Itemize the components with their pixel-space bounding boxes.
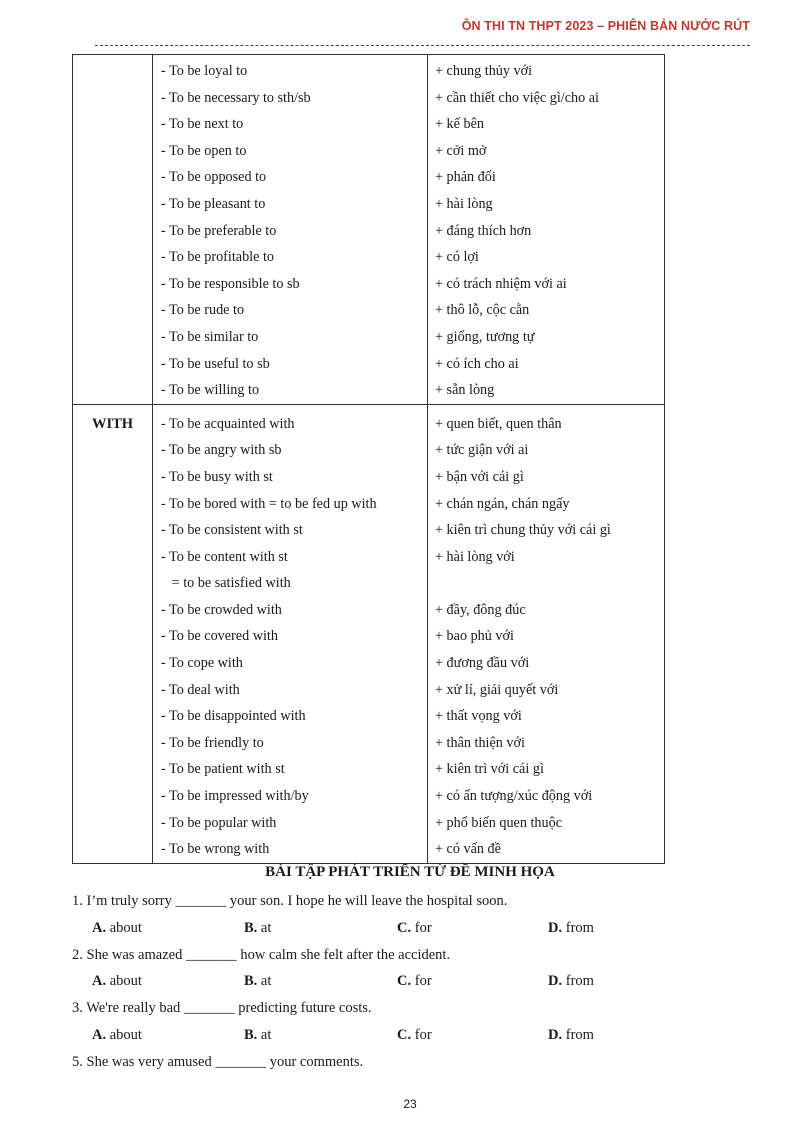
- option-letter: D.: [548, 1026, 563, 1043]
- english-phrase: = to be satisfied with: [161, 575, 291, 592]
- vietnamese-meaning: + hài lòng: [435, 195, 493, 212]
- vietnamese-meaning: + chán ngán, chán ngấy: [435, 495, 570, 512]
- preposition-label: WITH: [91, 415, 134, 432]
- option-text: for: [411, 919, 432, 936]
- answer-option: [397, 915, 432, 942]
- vietnamese-meaning: + xử lí, giải quyết với: [435, 681, 559, 698]
- option-letter: C.: [397, 919, 412, 936]
- answer-options: [72, 1022, 762, 1049]
- exercise-list: [72, 888, 762, 1076]
- english-phrase: - To be next to: [161, 116, 244, 133]
- page-number: 23: [403, 1097, 417, 1111]
- option-letter: C.: [397, 973, 412, 990]
- answer-option: [244, 915, 271, 942]
- english-phrase: - To cope with: [161, 655, 243, 672]
- table-section: [73, 404, 665, 863]
- vietnamese-meaning: + đầy, đông đúc: [435, 601, 526, 618]
- option-text: from: [562, 973, 594, 990]
- vocabulary-table: [72, 54, 665, 864]
- option-letter: A.: [92, 1026, 107, 1043]
- vietnamese-meaning: + sẵn lòng: [435, 382, 495, 399]
- vietnamese-meaning: + kiên trì chung thủy với cái gì: [435, 522, 611, 539]
- vietnamese-meaning: + đáng thích hơn: [435, 222, 532, 239]
- english-phrases-cell: [153, 404, 428, 863]
- vietnamese-meaning: + đương đầu với: [435, 655, 530, 672]
- english-phrase: - To deal with: [161, 681, 240, 698]
- question-text: 2. She was amazed _______ how calm she felt after the accident.: [72, 946, 451, 963]
- vietnamese-meaning: + bận với cái gì: [435, 468, 524, 485]
- question-text: 5. She was very amused _______ your comments.: [72, 1053, 364, 1070]
- english-phrase: - To be patient with st: [161, 761, 285, 778]
- vietnamese-meaning: + thất vọng với: [435, 708, 522, 725]
- vietnamese-meaning: + thân thiện với: [435, 734, 525, 751]
- option-text: about: [106, 1026, 142, 1043]
- english-phrase: - To be pleasant to: [161, 195, 266, 212]
- vietnamese-meaning: + quen biết, quen thân: [435, 415, 562, 432]
- vietnamese-meaning: [435, 570, 664, 597]
- english-phrase: - To be opposed to: [161, 169, 267, 186]
- english-phrase: - To be friendly to: [161, 734, 264, 751]
- answer-option: [397, 968, 432, 995]
- preposition-cell: [73, 404, 153, 863]
- answer-option: [92, 968, 142, 995]
- preposition-cell: [73, 55, 153, 405]
- vietnamese-meaning: + hài lòng với: [435, 548, 515, 565]
- answer-option: [244, 968, 271, 995]
- english-phrase: - To be covered with: [161, 628, 278, 645]
- vietnamese-meaning: + tức giận với ai: [435, 442, 529, 459]
- exercise-title: BÀI TẬP PHÁT TRIỂN TỪ ĐỀ MINH HỌA: [265, 864, 555, 880]
- vietnamese-meaning: + chung thủy với: [435, 63, 533, 79]
- option-letter: A.: [92, 919, 107, 936]
- vietnamese-meaning: + thô lỗ, cộc cằn: [435, 302, 530, 319]
- option-letter: D.: [548, 919, 563, 936]
- preposition-label: [73, 55, 152, 66]
- english-phrases-cell: [153, 55, 428, 405]
- option-letter: B.: [244, 973, 258, 990]
- vietnamese-meaning: + có ấn tượng/xúc động với: [435, 788, 593, 805]
- option-text: from: [562, 919, 594, 936]
- question-text: 3. We're really bad _______ predicting future costs.: [72, 1000, 372, 1017]
- answer-option: [548, 915, 594, 942]
- english-phrase: - To be consistent with st: [161, 522, 303, 539]
- vietnamese-meaning: + có trách nhiệm với ai: [435, 275, 567, 292]
- english-phrase: - To be acquainted with: [161, 415, 295, 432]
- answer-option: [548, 968, 594, 995]
- english-phrase: - To be bored with = to be fed up with: [161, 495, 377, 512]
- option-letter: A.: [92, 973, 107, 990]
- vietnamese-meaning: + kế bên: [435, 116, 484, 133]
- english-phrase: - To be busy with st: [161, 468, 273, 485]
- vietnamese-meanings-cell: [428, 404, 665, 863]
- option-text: at: [257, 973, 272, 990]
- english-phrase: - To be preferable to: [161, 222, 277, 239]
- answer-option: [548, 1022, 594, 1049]
- vietnamese-meaning: + cần thiết cho việc gì/cho ai: [435, 89, 600, 106]
- answer-options: [72, 968, 762, 995]
- option-text: for: [411, 973, 432, 990]
- english-phrase: - To be impressed with/by: [161, 788, 309, 805]
- answer-option: [92, 1022, 142, 1049]
- english-phrase: - To be loyal to: [161, 63, 248, 79]
- answer-option: [244, 1022, 271, 1049]
- english-phrase: - To be popular with: [161, 814, 277, 831]
- header-divider: [95, 45, 750, 46]
- option-letter: C.: [397, 1026, 412, 1043]
- english-phrase: - To be open to: [161, 142, 247, 159]
- option-text: for: [411, 1026, 432, 1043]
- option-text: about: [106, 919, 142, 936]
- option-text: about: [106, 973, 142, 990]
- english-phrase: - To be content with st: [161, 548, 288, 565]
- vietnamese-meaning: + có ích cho ai: [435, 355, 519, 372]
- vietnamese-meanings-cell: [428, 55, 665, 405]
- english-phrase: - To be profitable to: [161, 249, 275, 266]
- question-text: 1. I’m truly sorry _______ your son. I hope he will leave the hospital soon.: [72, 893, 508, 909]
- vietnamese-meaning: + có lợi: [435, 249, 479, 266]
- vietnamese-meaning: + có vấn đề: [435, 841, 501, 858]
- english-phrase: - To be wrong with: [161, 841, 270, 858]
- vietnamese-meaning: + phản đối: [435, 169, 496, 186]
- option-text: at: [257, 919, 272, 936]
- option-letter: B.: [244, 919, 258, 936]
- answer-option: [397, 1022, 432, 1049]
- english-phrase: - To be crowded with: [161, 601, 282, 618]
- answer-option: [92, 915, 142, 942]
- english-phrase: - To be disappointed with: [161, 708, 306, 725]
- option-letter: B.: [244, 1026, 258, 1043]
- english-phrase: - To be similar to: [161, 328, 259, 345]
- english-phrase: - To be useful to sb: [161, 355, 270, 372]
- vietnamese-meaning: + bao phủ với: [435, 628, 514, 645]
- english-phrase: - To be rude to: [161, 302, 245, 319]
- english-phrase: - To be willing to: [161, 382, 260, 399]
- option-letter: D.: [548, 973, 563, 990]
- answer-options: [72, 915, 762, 942]
- english-phrase: - To be angry with sb: [161, 442, 282, 459]
- option-text: at: [257, 1026, 272, 1043]
- table-section: [73, 55, 665, 405]
- english-phrase: - To be responsible to sb: [161, 275, 300, 292]
- header-title: ÔN THI TN THPT 2023 – PHIÊN BẢN NƯỚC RÚT: [461, 19, 750, 33]
- english-phrase: - To be necessary to sth/sb: [161, 89, 311, 106]
- vietnamese-meaning: + kiên trì với cái gì: [435, 761, 544, 778]
- option-text: from: [562, 1026, 594, 1043]
- vietnamese-meaning: + giống, tương tự: [435, 328, 535, 345]
- vietnamese-meaning: + cởi mở: [435, 142, 487, 159]
- vietnamese-meaning: + phổ biến quen thuộc: [435, 814, 562, 831]
